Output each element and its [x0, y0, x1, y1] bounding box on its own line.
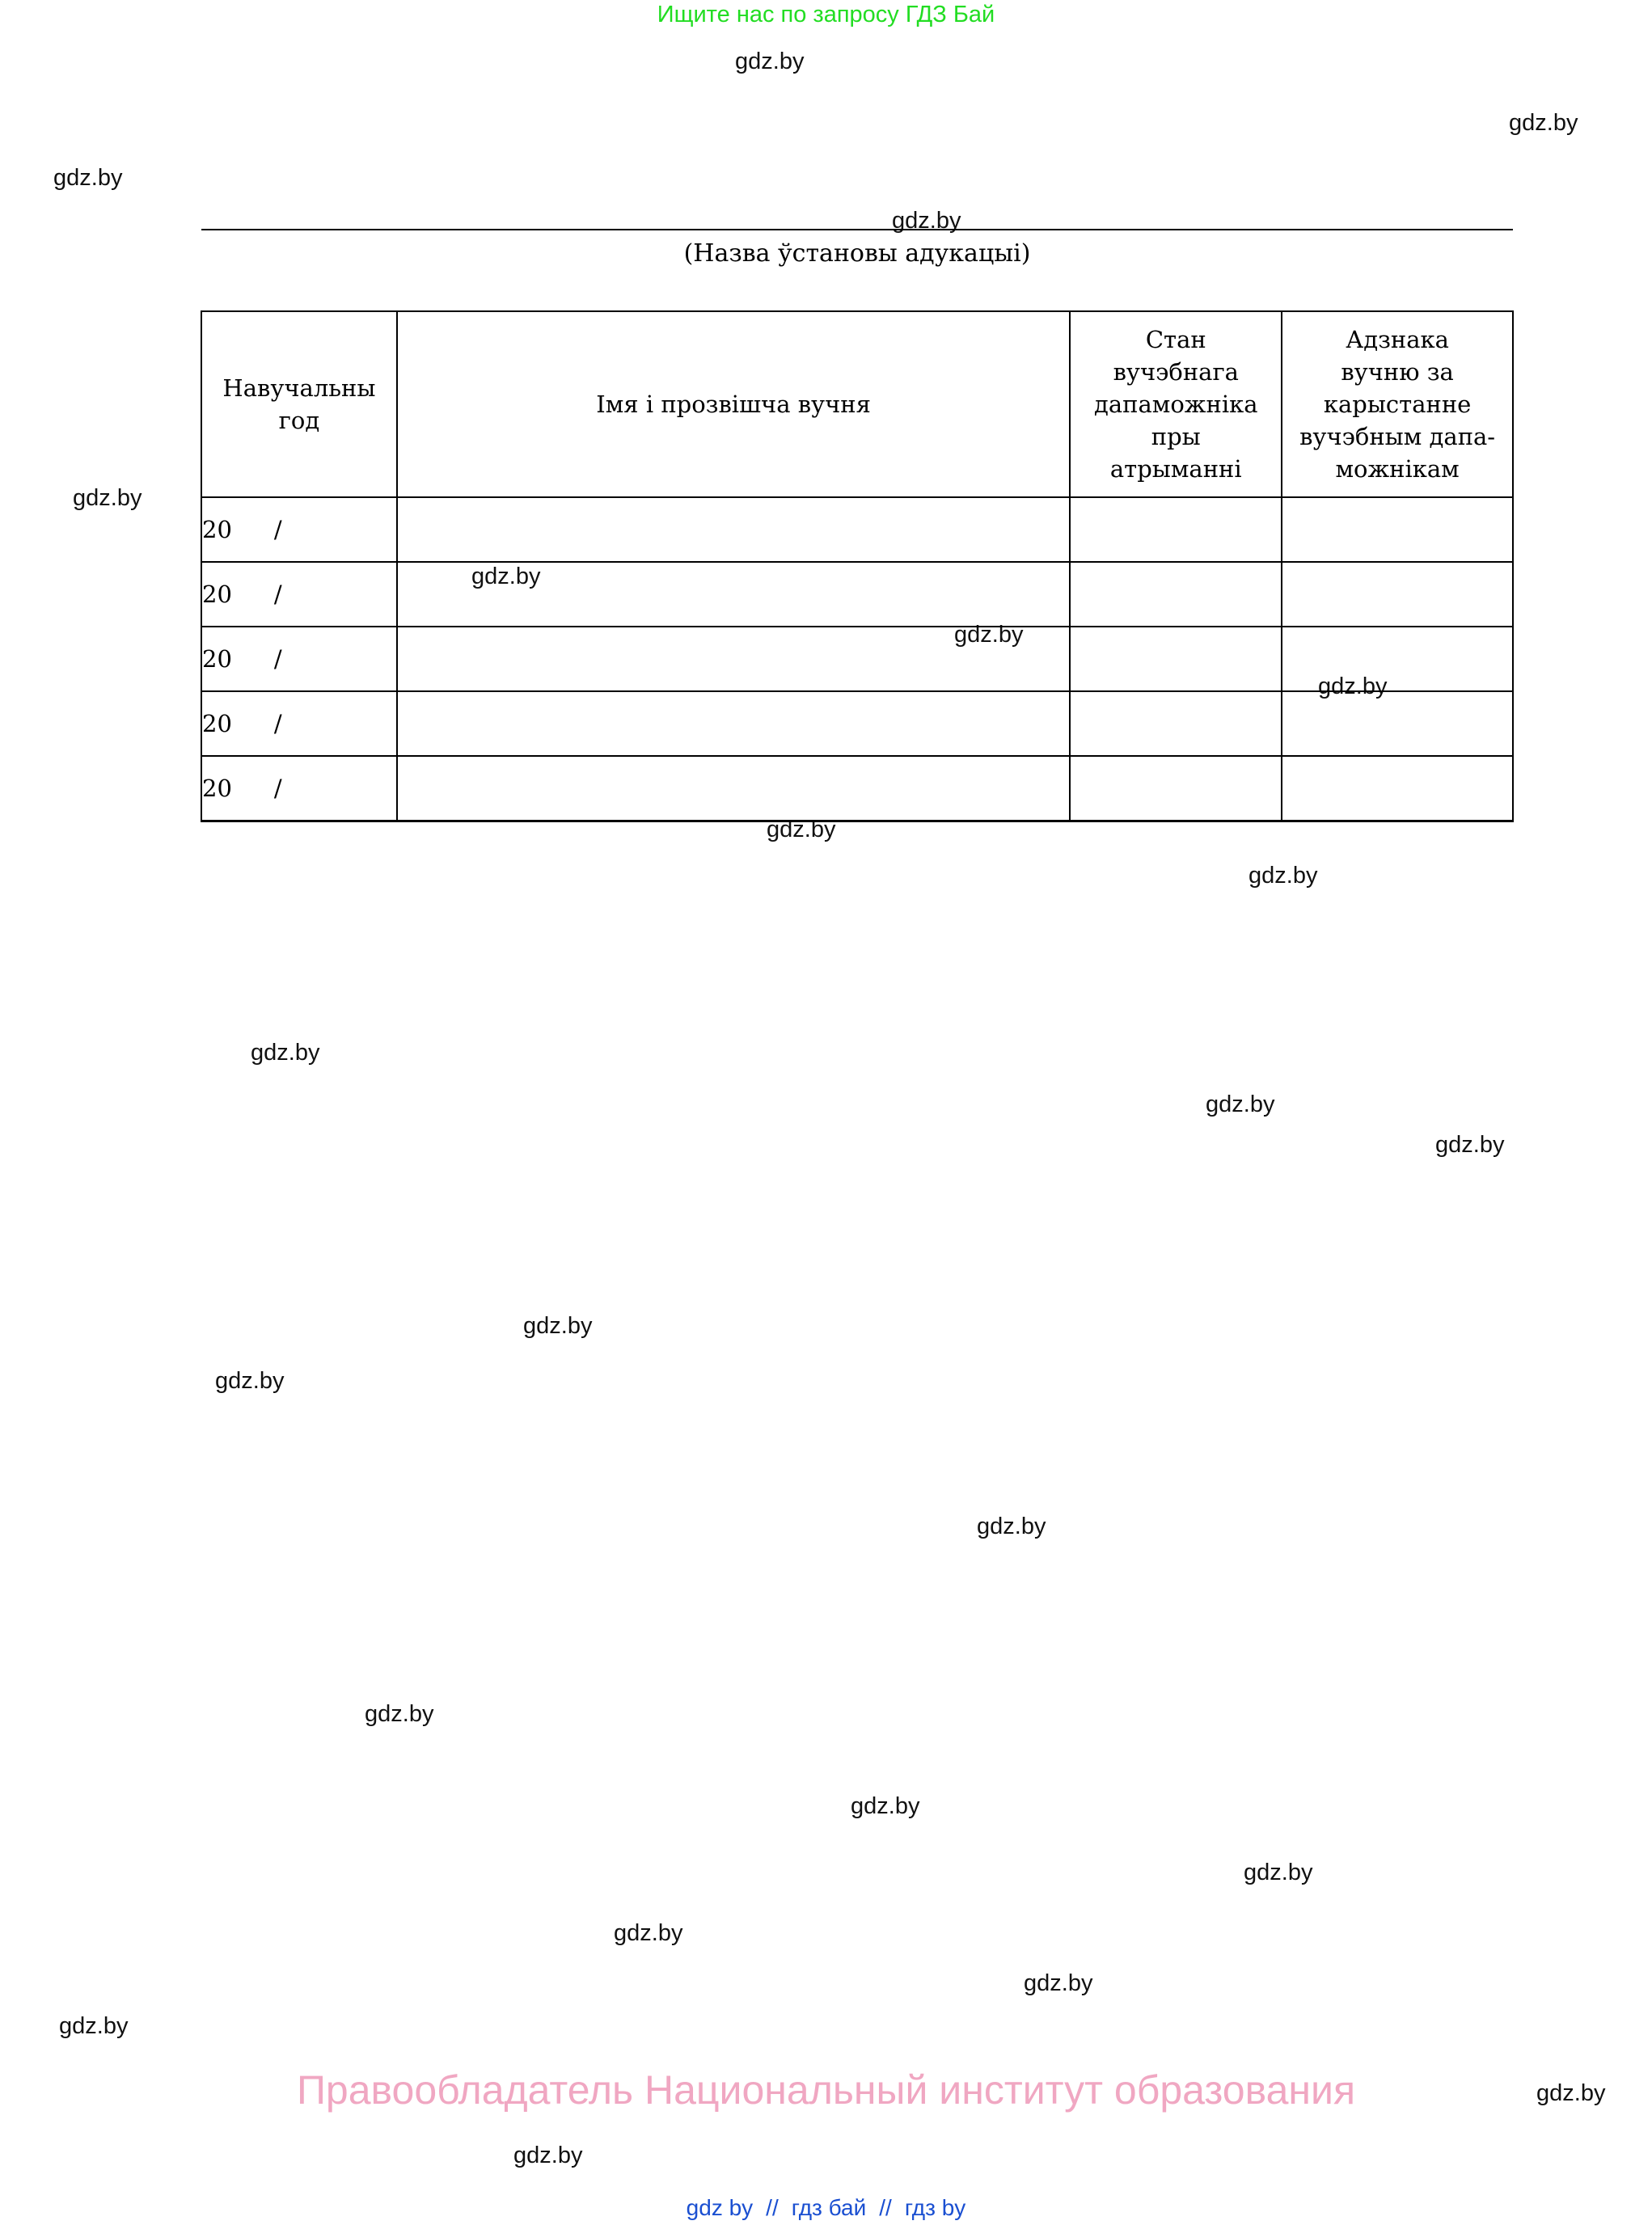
textbook-usage-table	[201, 310, 1514, 822]
watermark: gdz.by	[1509, 110, 1578, 136]
footer-separator: //	[766, 2195, 779, 2220]
rights-holder-notice: Правообладатель Национальный институт образования	[296, 2067, 1356, 2113]
header-condition-on-receipt: Стан вучэбнага дапаможніка пры атрыманні	[1070, 311, 1282, 497]
watermark: gdz.by	[1435, 1132, 1505, 1158]
watermark: gdz.by	[851, 1793, 920, 1819]
watermark: gdz.by	[365, 1701, 434, 1727]
grade-cell	[1282, 627, 1513, 691]
table-row	[201, 627, 1513, 691]
table-row	[201, 562, 1513, 627]
watermark: gdz.by	[954, 622, 1024, 648]
watermark: gdz.by	[471, 564, 541, 589]
year-prefix: 20	[202, 710, 232, 737]
watermark: gdz.by	[1206, 1091, 1275, 1117]
watermark: gdz.by	[1536, 2080, 1606, 2106]
school-year-cell	[201, 562, 397, 627]
table-row	[201, 497, 1513, 562]
condition-cell	[1070, 756, 1282, 821]
grade-cell	[1282, 562, 1513, 627]
footer-separator: //	[879, 2195, 892, 2220]
header-school-year: Навучальны год	[201, 311, 397, 497]
condition-cell	[1070, 562, 1282, 627]
watermark: gdz.by	[73, 485, 142, 511]
table-row	[201, 691, 1513, 756]
watermark: gdz.by	[1024, 1970, 1093, 1996]
watermark: gdz.by	[215, 1368, 285, 1394]
watermark: gdz.by	[1318, 673, 1388, 699]
student-name-cell	[397, 691, 1070, 756]
grade-cell	[1282, 497, 1513, 562]
grade-cell	[1282, 691, 1513, 756]
header-student-name: Імя і прозвішча вучня	[397, 311, 1070, 497]
year-prefix: 20	[202, 581, 232, 608]
year-slash: /	[273, 710, 282, 737]
footer-link-gdz-bai[interactable]: гдз бай	[791, 2195, 867, 2220]
year-slash: /	[273, 581, 282, 608]
year-prefix: 20	[202, 645, 232, 673]
year-slash: /	[273, 516, 282, 543]
watermark: gdz.by	[767, 817, 836, 842]
school-year-cell	[201, 756, 397, 821]
student-name-cell	[397, 627, 1070, 691]
watermark: gdz.by	[251, 1040, 320, 1066]
year-slash: /	[273, 775, 282, 802]
search-banner: Ищите нас по запросу ГДЗ Бай	[657, 2, 995, 27]
footer-link-gdz-by-cyr[interactable]: гдз by	[904, 2195, 966, 2220]
watermark: gdz.by	[53, 165, 123, 191]
student-name-cell	[397, 756, 1070, 821]
school-year-cell	[201, 497, 397, 562]
student-name-cell	[397, 497, 1070, 562]
footer-links	[0, 2195, 1652, 2221]
table-row	[201, 756, 1513, 821]
watermark: gdz.by	[1249, 863, 1318, 889]
header-usage-grade: Адзнака вучню за карыстанне вучэбным дапа- можнікам	[1282, 311, 1513, 497]
student-name-cell	[397, 562, 1070, 627]
watermark: gdz.by	[892, 208, 961, 234]
watermark: gdz.by	[614, 1920, 683, 1946]
watermark: gdz.by	[59, 2013, 129, 2039]
watermark: gdz.by	[513, 2143, 583, 2168]
institution-caption: (Назва ўстановы адукацыі)	[683, 239, 1031, 268]
school-year-cell	[201, 627, 397, 691]
watermark: gdz.by	[523, 1313, 593, 1339]
institution-name-line	[201, 229, 1513, 230]
footer-link-gdz-by[interactable]: gdz by	[686, 2195, 754, 2220]
year-prefix: 20	[202, 775, 232, 802]
grade-cell	[1282, 756, 1513, 821]
year-prefix: 20	[202, 516, 232, 543]
watermark: gdz.by	[977, 1514, 1046, 1539]
watermark: gdz.by	[1244, 1860, 1313, 1885]
condition-cell	[1070, 627, 1282, 691]
school-year-cell	[201, 691, 397, 756]
watermark: gdz.by	[735, 49, 805, 74]
condition-cell	[1070, 691, 1282, 756]
table-header-row	[201, 311, 1513, 497]
year-slash: /	[273, 645, 282, 673]
condition-cell	[1070, 497, 1282, 562]
